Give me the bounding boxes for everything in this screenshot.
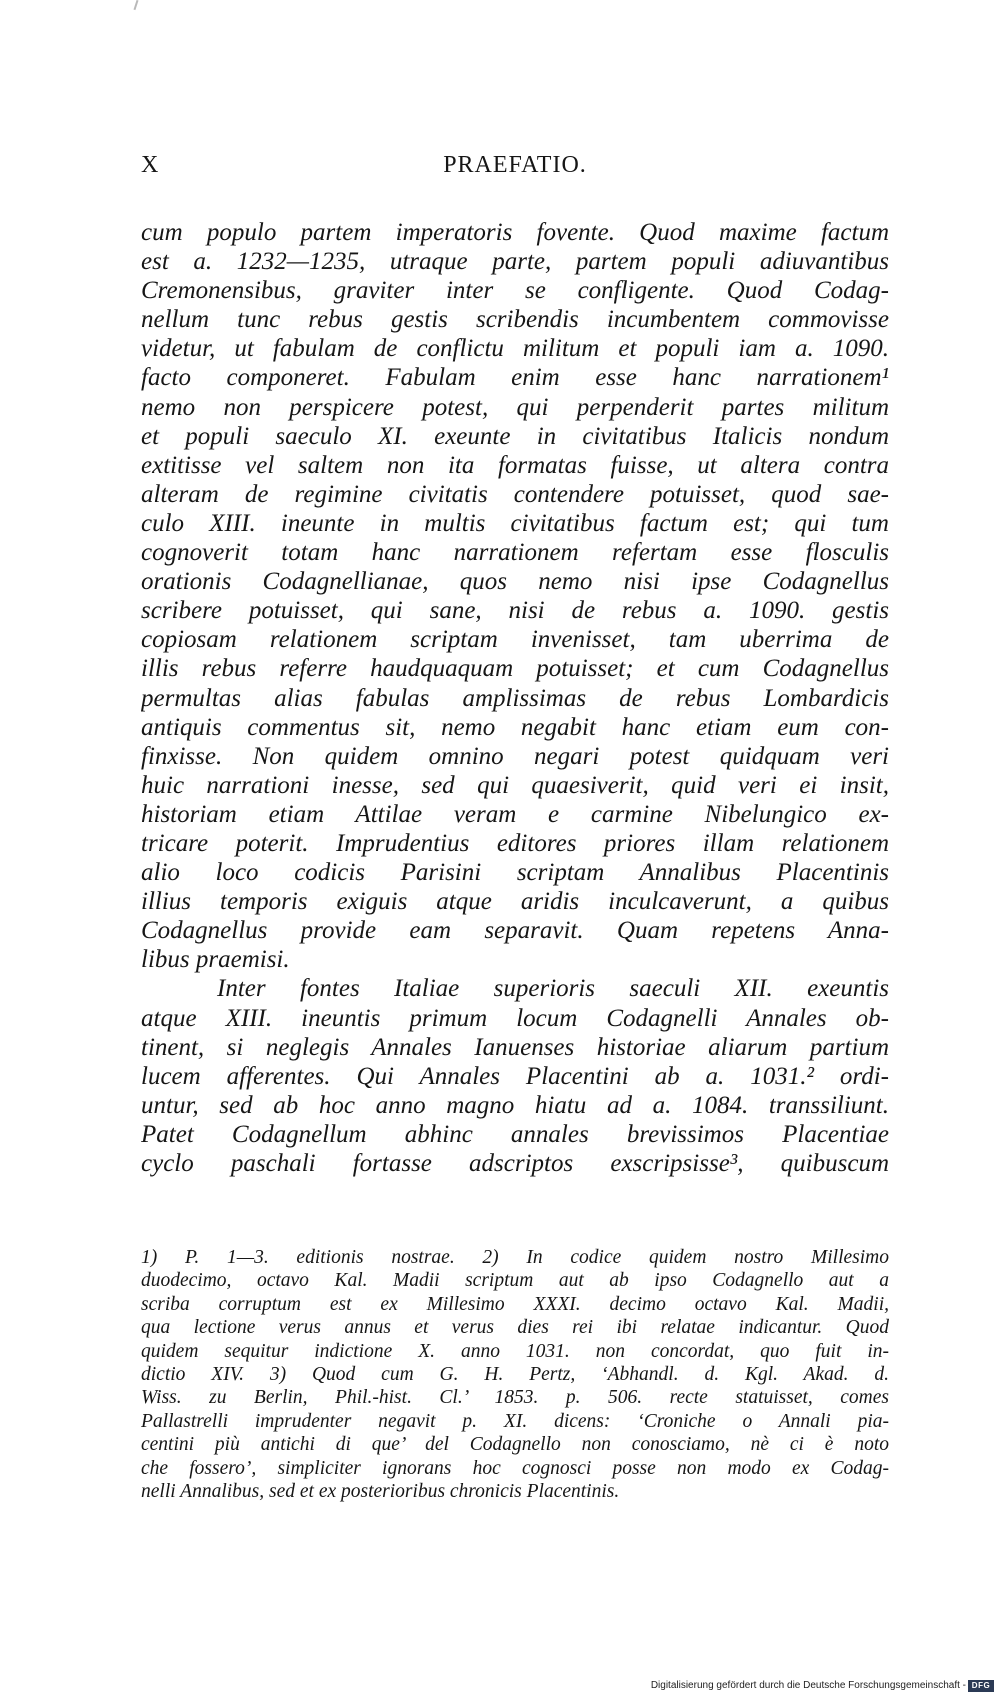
text-line: copiosam relationem scriptam invenisset, tam uberrima de xyxy=(141,626,889,654)
text-line: nellum tunc rebus gestis scribendis incumbentem commovisse xyxy=(141,306,889,334)
text-line: Codagnellus provide eam separavit. Quam repetens Anna- xyxy=(141,917,889,945)
dfg-logo-icon: DFG xyxy=(968,1680,994,1692)
footnote-line: scriba corruptum est ex Millesimo XXXI. decimo octavo Kal. Madii, xyxy=(141,1293,889,1315)
footnotes xyxy=(141,1246,889,1503)
text-line: et populi saeculo XI. exeunte in civitatibus Italicis nondum xyxy=(141,422,889,450)
text-line: tinent, si neglegis Annales Ianuenses historiae aliarum partium xyxy=(141,1033,889,1061)
text-line: historiam etiam Attilae veram e carmine Nibelungico ex- xyxy=(141,800,889,828)
text-line: illius temporis exiguis atque aridis inculcaverunt, a quibus xyxy=(141,888,889,916)
text-line: est a. 1232—1235, utraque parte, partem populi adiuvantibus xyxy=(141,248,889,276)
footnote-line: dictio XIV. 3) Quod cum G. H. Pertz, ‘Abhandl. d. Kgl. Akad. d. xyxy=(141,1364,889,1386)
text-line: extitisse vel saltem non ita formatas fuisse, ut altera contra xyxy=(141,451,889,479)
text-line: atque XIII. ineuntis primum locum Codagnelli Annales ob- xyxy=(141,1004,889,1032)
footnote-line: duodecimo, octavo Kal. Madii scriptum aut ab ipso Codagnello aut a xyxy=(141,1270,889,1292)
text-line: alteram de regimine civitatis contendere potuisset, quod sae- xyxy=(141,480,889,508)
text-line: Patet Codagnellum abhinc annales brevissimos Placentiae xyxy=(141,1120,889,1148)
text-line: alio loco codicis Parisini scriptam Annalibus Placentinis xyxy=(141,859,889,887)
text-line: videtur, ut fabulam de conflictu militum et populi iam a. 1090. xyxy=(141,335,889,363)
text-line: nemo non perspicere potest, qui perpenderit partes militum xyxy=(141,393,889,421)
text-line: finxisse. Non quidem omnino negari potest quidquam veri xyxy=(141,742,889,770)
text-line: facto componeret. Fabulam enim esse hanc narrationem¹ xyxy=(141,364,889,392)
text-line: scribere potuisset, qui sane, nisi de rebus a. 1090. gestis xyxy=(141,597,889,625)
text-line: Cremonensibus, graviter inter se confligente. Quod Codag- xyxy=(141,277,889,305)
text-line: lucem afferentes. Qui Annales Placentini ab a. 1031.² ordi- xyxy=(141,1062,889,1090)
stray-pen-mark xyxy=(134,0,139,10)
running-title: PRAEFATIO. xyxy=(443,152,587,178)
text-line: cyclo paschali fortasse adscriptos exscripsisse³, quibuscum xyxy=(141,1150,889,1177)
main-text xyxy=(141,218,889,1178)
digitization-credit: Digitalisierung gefördert durch die Deutsche Forschungsgemeinschaft - xyxy=(650,1680,966,1691)
text-line: permultas alias fabulas amplissimas de rebus Lombardicis xyxy=(141,684,889,712)
text-line: huic narrationi inesse, sed qui quaesiverit, quid veri ei insit, xyxy=(141,771,889,799)
text-line: cum populo partem imperatoris fovente. Quod maxime factum xyxy=(141,219,889,246)
text-line: untur, sed ab hoc anno magno hiatu ad a. 1084. transsiliunt. xyxy=(141,1091,889,1119)
page-number: X xyxy=(141,152,160,178)
text-line: Inter fontes Italiae superioris saeculi XII. exeuntis xyxy=(217,975,889,1003)
footnote-line: che fossero’, simpliciter ignorans hoc cognosci posse non modo ex Codag- xyxy=(141,1457,889,1479)
text-line: illis rebus referre haudquaquam potuisset; et cum Codagnellus xyxy=(141,655,889,683)
text-line: cognoverit totam hanc narrationem refertam esse flosculis xyxy=(141,539,889,567)
text-line: antiquis commentus sit, nemo negabit hanc etiam eum con- xyxy=(141,713,889,741)
footnote-line: 1) P. 1—3. editionis nostrae. 2) In codice quidem nostro Millesimo xyxy=(141,1247,889,1268)
text-line: libus praemisi. xyxy=(141,946,290,974)
footnote-line: centini più antichi di que’ del Codagnello non conosciamo, nè ci è noto xyxy=(141,1434,889,1456)
text-line: tricare poterit. Imprudentius editores priores illam relationem xyxy=(141,829,889,857)
footnote-line: qua lectione verus annus et verus dies rei ibi relatae indicantur. Quod xyxy=(141,1317,889,1339)
footnote-line: Wiss. zu Berlin, Phil.-hist. Cl.’ 1853. p. 506. recte statuisset, comes xyxy=(141,1387,889,1409)
footnote-line: quidem sequitur indictione X. anno 1031. non concordat, quo fuit in- xyxy=(141,1340,889,1362)
text-line: orationis Codagnellianae, quos nemo nisi ipse Codagnellus xyxy=(141,568,889,596)
text-line: culo XIII. ineunte in multis civitatibus factum est; qui tum xyxy=(141,509,889,537)
page-header xyxy=(141,152,889,188)
footnote-line: nelli Annalibus, sed et ex posterioribus chronicis Placentinis. xyxy=(141,1481,620,1503)
footnote-line: Pallastrelli imprudenter negavit p. XI. dicens: ‘Croniche o Annali pia- xyxy=(141,1410,889,1432)
